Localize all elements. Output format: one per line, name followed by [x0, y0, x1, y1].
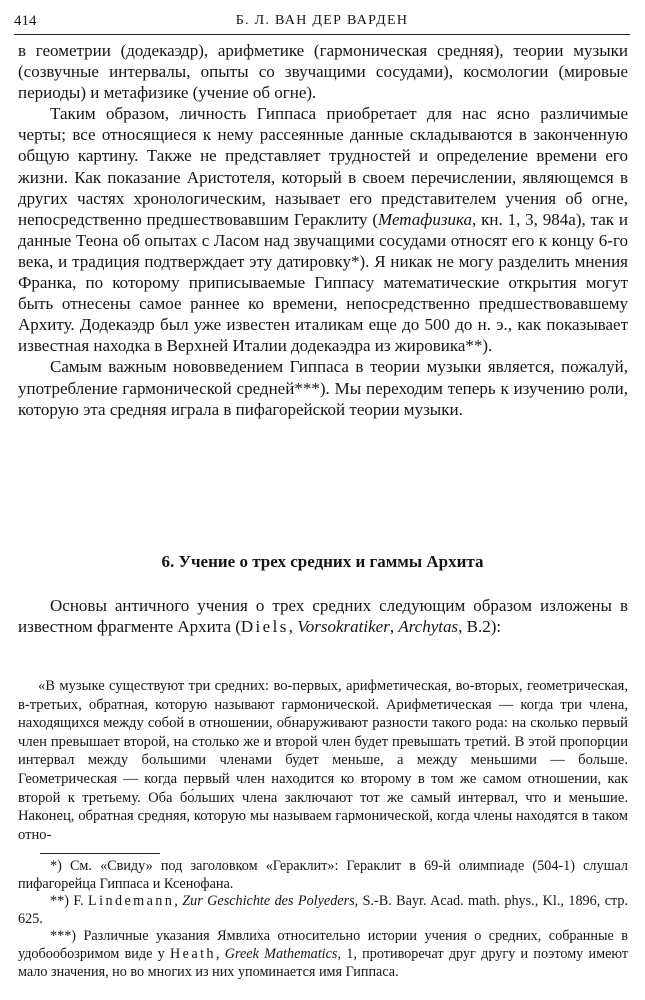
paragraph-continuation: в геометрии (додекаэдр), арифметике (гармоническая средняя), теории музыки (созвучные интервалы, опыты со звучащими сосудами), космологии (мировые периоды) и метафизике (учение об огне). — [18, 41, 628, 103]
paragraph-hippasus-part2: , кн. 1, 3, 984а), так и данные Теона об опытах с Ласом над звучащими сосудами относят его к концу 6-го века, и традиция подтверждает эту датировку*). Я никак не могу разделить мнения Франка, по которому приписываемые Гиппасу математические открытия могут быть отнесены самое раннее ко времени, непосредственно предшествовавшему Архиту. Додекаэдр был уже известен италикам еще до 500 до н. э., как показывает известная находка в Верхней Италии додекаэдра из жировика**). — [18, 209, 628, 356]
work-title: Vorsokratiker — [297, 617, 390, 637]
page-number: 414 — [14, 13, 37, 29]
intro-paragraph — [18, 595, 628, 638]
footnotes — [18, 858, 628, 981]
paragraph-hippasus-part1: Таким образом, личность Гиппаса приобретает для нас ясно различимые черты; все относящиеся к нему рассеянные данные складываются в законченную общую картину. Также не представляет трудностей и определение времени его жизни. Как показание Аристотеля, который в своем перечислении, являющемся в других частях хронологическим, называет его представителем учения об огне, непосредственно предшествовавшим Гераклиту ( — [18, 104, 628, 229]
header-rule — [14, 34, 630, 35]
section-intro — [18, 595, 628, 638]
fragment-name: Archytas — [398, 617, 459, 637]
main-text — [18, 40, 628, 420]
footnote-2-sep: , — [174, 893, 183, 910]
footnote-3-rest: , 1, противоречат друг другу и поэтому имеют мало значения, но во многих из них упоминается имя Гиппаса. — [18, 945, 629, 980]
page-header — [14, 9, 630, 33]
author-lindemann: Lindemann — [88, 893, 175, 910]
footnote-3 — [18, 928, 628, 981]
metaphysics-title: Метафизика — [378, 209, 473, 229]
footnote-2-title: Zur Geschichte des Polyeders — [182, 893, 355, 910]
footnote-3-text: ***) Различные указания Ямвлиха относительно истории учения о средних, собранные в удобообозримом виде у — [18, 928, 628, 962]
archytas-quote — [18, 677, 628, 844]
footnote-3-sep: , — [215, 945, 225, 962]
footnote-rule — [40, 853, 160, 854]
author-diels: Diels — [240, 617, 289, 637]
footnote-3-title: Greek Mathematics — [224, 945, 338, 962]
footnote-2 — [18, 893, 628, 928]
intro-text: Основы античного учения о трех средних следующим образом изложены в известном фрагменте Архита ( — [18, 596, 628, 637]
running-title: Б. Л. ВАН ДЕР ВАРДЕН — [235, 13, 409, 28]
intro-sep-2: , — [389, 617, 399, 637]
footnote-2-marker: **) F. — [50, 893, 89, 910]
author-heath: Heath — [170, 945, 216, 962]
footnote-1: *) См. «Свиду» под заголовком «Гераклит»: Гераклит в 69-й олимпиаде (504-1) слушал пифагорейца Гиппаса и Ксенофана. — [18, 858, 628, 892]
paragraph-hippasus — [18, 103, 628, 356]
quote-paragraph: «В музыке существуют три средних: во-первых, арифметическая, во-вторых, геометрическая, в-третьих, обратная, которую называют гармонической. Арифметическая — когда три члена, находящихся между собой в отношении, обнаруживают разности такого рода: на сколько первый член превышает второй, на столько же и второй член будет превышать третий. В этой пропорции интервал между большими членами будет меньше, а между меньшими — больше. Геометрическая — когда первый член находится ко второму в том же самом отношении, как второй к третьему. Оба бо́льших члена заключают тот же самый интервал, что и меньшие. Наконец, обратная средняя, которую мы называем гармонической, когда члены находятся в таком отно- — [18, 678, 628, 843]
intro-sep: , — [288, 617, 298, 637]
footnote-2-rest: , S.-B. Bayr. Acad. math. phys., Kl., 1896, стр. 625. — [18, 893, 629, 927]
paragraph-music-theory: Самым важным нововведением Гиппаса в теории музыки является, пожалуй, употребление гармонической средней***). Мы переходим теперь к изучению роли, которую эта средняя играла в пифагорейской теории музыки. — [18, 357, 628, 419]
fragment-ref: , В.2): — [458, 617, 502, 637]
section-heading: 6. Учение о трех средних и гаммы Архита — [161, 552, 484, 571]
